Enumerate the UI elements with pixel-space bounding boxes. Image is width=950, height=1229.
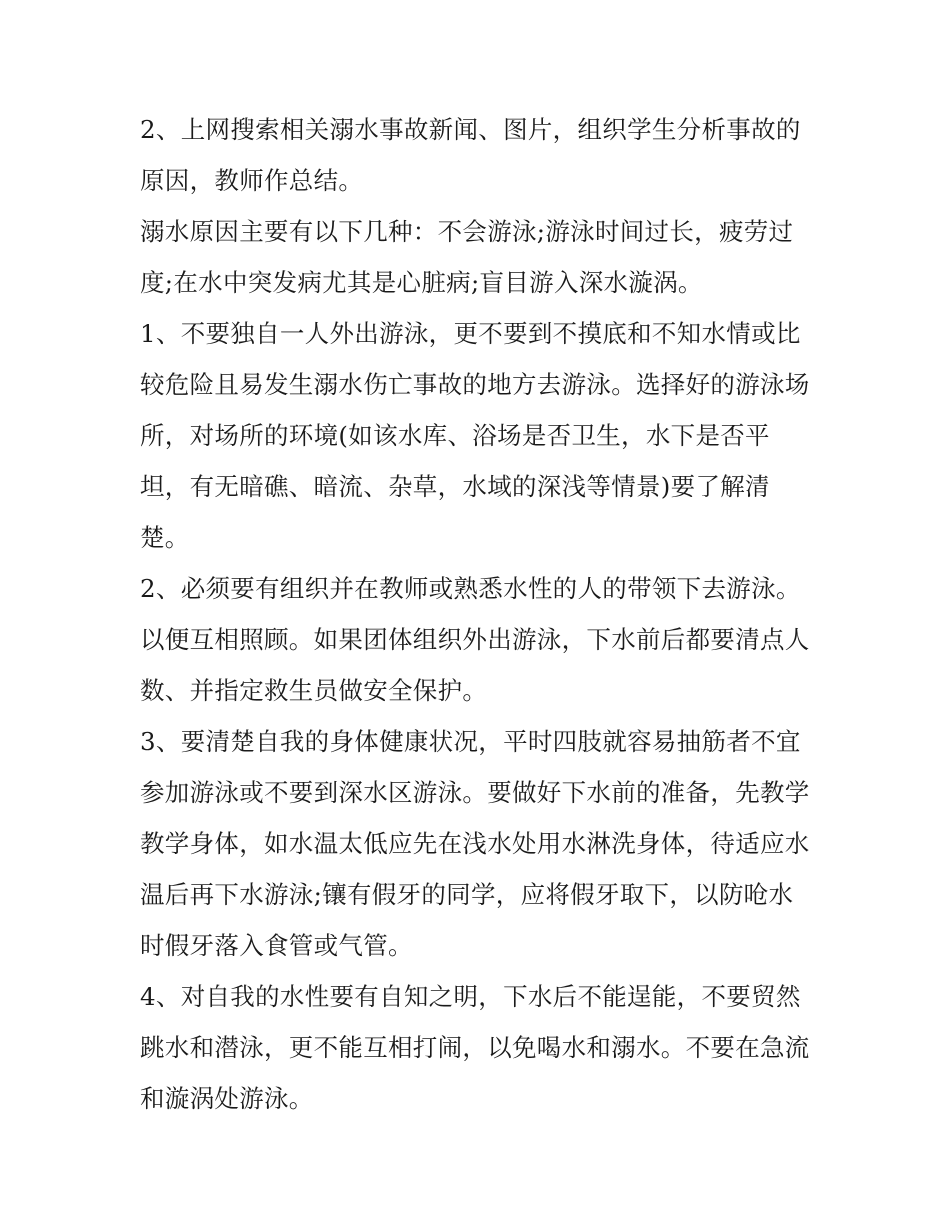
paragraph-drowning-causes [140, 206, 820, 308]
text-line: 溺水原因主要有以下几种：不会游泳;游泳时间过长，疲劳过 [140, 217, 794, 246]
text-line: 所，对场所的环境(如该水库、浴场是否卫生，水下是否平 [140, 421, 770, 450]
text-line: 原因，教师作总结。 [140, 166, 364, 195]
paragraph-rule-1 [140, 308, 820, 563]
text-line: 2、必须要有组织并在教师或熟悉水性的人的带领下去游泳。 [140, 574, 801, 603]
text-line: 1、不要独自一人外出游泳，更不要到不摸底和不知水情或比 [140, 319, 801, 348]
text-line: 坦，有无暗礁、暗流、杂草，水域的深浅等情景)要了解清 [140, 472, 770, 501]
text-line: 3、要清楚自我的身体健康状况，平时四肢就容易抽筋者不宜 [140, 727, 801, 756]
text-line: 参加游泳或不要到深水区游泳。要做好下水前的准备，先教学 [140, 778, 810, 807]
text-line: 以便互相照顾。如果团体组织外出游泳，下水前后都要清点人 [140, 625, 810, 654]
document-body [140, 104, 820, 1124]
paragraph-rule-3 [140, 716, 820, 971]
text-line: 楚。 [140, 523, 190, 552]
paragraph-search-news [140, 104, 820, 206]
text-line: 和漩涡处游泳。 [140, 1084, 314, 1113]
paragraph-rule-4 [140, 971, 820, 1124]
text-line: 较危险且易发生溺水伤亡事故的地方去游泳。选择好的游泳场 [140, 370, 810, 399]
paragraph-rule-2 [140, 563, 820, 716]
text-line: 数、并指定救生员做安全保护。 [140, 676, 488, 705]
text-line: 时假牙落入食管或气管。 [140, 931, 413, 960]
text-line: 2、上网搜索相关溺水事故新闻、图片，组织学生分析事故的 [140, 115, 801, 144]
text-line: 教学身体，如水温太低应先在浅水处用水淋洗身体，待适应水 [140, 829, 810, 858]
text-line: 温后再下水游泳;镶有假牙的同学，应将假牙取下，以防呛水 [140, 880, 794, 909]
text-line: 度;在水中突发病尤其是心脏病;盲目游入深水漩涡。 [140, 268, 703, 297]
text-line: 4、对自我的水性要有自知之明，下水后不能逞能，不要贸然 [140, 982, 801, 1011]
text-line: 跳水和潜泳，更不能互相打闹，以免喝水和溺水。不要在急流 [140, 1033, 810, 1062]
